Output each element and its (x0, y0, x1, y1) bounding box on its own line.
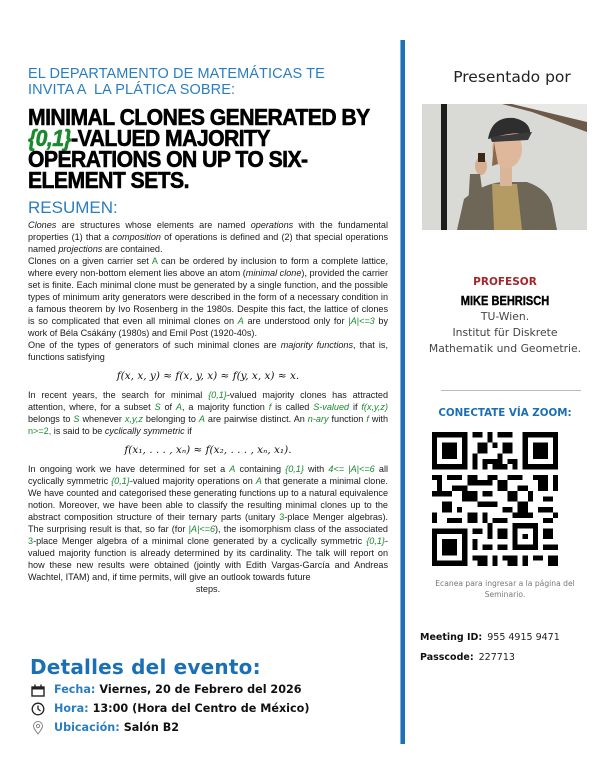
math-set: {0,1} (208, 390, 227, 400)
text: whenever (79, 414, 125, 424)
text: One of the types of generators of such minimal clones are (28, 340, 281, 350)
location-value: Salón B2 (123, 721, 180, 734)
text: In recent years, the search for minimal (28, 390, 209, 400)
text: of operations is defined and (2) that special operations named (28, 232, 389, 254)
math-A: A (237, 316, 244, 326)
abstract-paragraph-5 (28, 463, 388, 583)
math-A: A (198, 414, 205, 424)
title-set-01: {0,1} (28, 125, 72, 151)
text: that generate a minimal clone. We have counted and categorised these generating functions up to a natural equivalence notion. Moreover, we have been able to classify the resulting minimal clones up to the abstract composition structure of their ternary parts (unitary (28, 476, 388, 522)
text: by work of Béla Csákány (1980s) and Emil Post (1920-40s). (28, 316, 388, 338)
calendar-icon (30, 683, 46, 697)
details-heading: Detalles del evento: (30, 655, 261, 679)
text: ), the isomorphism class of the associated (215, 524, 388, 534)
detail-row-date (30, 683, 309, 697)
text: ), provided the carrier set is finite. Each minimal clone must be generated by a single function, and the possible types of minimum arity generators were described in the form of a necessary condition in a famous theorem by Ivo Rosenberg in the 1980s. Despite this fact, the lattice of clones is so complicated that even all minimal clones on (28, 268, 389, 326)
affiliation-line-3: Mathematik und Geometrie. (428, 342, 582, 355)
math-n-condition: n>=2, (28, 426, 52, 436)
qr-caption (420, 578, 590, 600)
text: if (184, 426, 192, 436)
speaker-name: MIKE BEHRISCH (460, 293, 550, 308)
math-A: A (151, 256, 158, 266)
text: -valued majority clones has attracted attention, where, for a subset (28, 390, 388, 412)
text: are structures whose elements are named (56, 220, 251, 230)
horizontal-divider (441, 390, 581, 391)
math-S: S (73, 414, 80, 424)
text: -valued majority function is already determined by its cardinality. The talk will report on how these new results were obtained (jointly with Edith Vargas-García and Andreas Wachtel, ITAM) and, if time permits, will give an outlook towards future (28, 536, 388, 582)
meeting-id-row (420, 632, 560, 643)
passcode-row (420, 652, 515, 663)
location-pin-icon (30, 721, 46, 735)
math-xyz: x,y,z (124, 414, 143, 424)
term-minimal-clone: minimal clone (245, 268, 302, 278)
detail-row-location (30, 721, 309, 735)
term-composition: composition (112, 232, 161, 242)
text: can be ordered by inclusion to form a complete lattice, where every non-bottom element lies above an atom ( (28, 256, 388, 278)
math-3: 3 (28, 536, 34, 546)
text: , that is, functions satisfying (28, 340, 388, 362)
text: Clones on a given carrier set (28, 256, 152, 266)
text: all cyclically symmetric (28, 464, 388, 486)
speaker-role: PROFESOR (473, 276, 537, 288)
text: with (303, 464, 329, 474)
math-set: {0,1} (285, 464, 304, 474)
text: containing (235, 464, 286, 474)
math-condition: |A|<=3 (348, 316, 375, 326)
math-A: A (175, 402, 182, 412)
talk-title (28, 104, 391, 193)
math-set: {0,1} (111, 476, 130, 486)
text: with the fundamental properties (1) that a (28, 220, 388, 242)
math-fxyz: f(x,y,z) (361, 402, 388, 412)
text: -place Menger algebra of a minimal clone generated by a cyclically symmetric (33, 536, 367, 546)
term-operations: operations (250, 220, 294, 230)
detail-row-time (30, 702, 309, 716)
text: if (349, 402, 362, 412)
vertical-divider (400, 40, 405, 744)
formula-cyclic: f(x₁, . . . , xₙ) ≈ f(x₂, . . . , xₙ, x₁). (124, 444, 292, 456)
text: function (328, 414, 367, 424)
clock-icon (30, 702, 46, 716)
text: is called (271, 402, 314, 412)
text: belongs to (28, 414, 74, 424)
qr-caption-line-1: Ecanea para ingresar a la página del (435, 579, 575, 588)
invitation-text (28, 66, 388, 98)
abstract-paragraph-2 (28, 255, 388, 339)
text: are pairwise distinct. An (204, 414, 308, 424)
qr-code[interactable] (432, 432, 558, 566)
passcode-value: 227713 (478, 652, 515, 663)
qr-caption-line-2: Seminario. (484, 590, 526, 599)
text: -place Menger algebras). The surprising result is that, so far (for (28, 512, 389, 534)
meeting-id-value: 955 4915 9471 (487, 632, 560, 643)
math-A: A (229, 464, 236, 474)
abstract-paragraph-1 (28, 219, 388, 255)
math-condition: 4<= |A|<=6 (328, 464, 375, 474)
passcode-label: Passcode: (420, 652, 474, 663)
math-A: A (255, 476, 262, 486)
term-majority-functions: majority functions (280, 340, 354, 350)
time-label: Hora: (54, 702, 89, 715)
math-condition: |A|<=6 (188, 524, 216, 534)
affiliation-line-2: Institut für Diskrete (452, 326, 558, 339)
zoom-heading: CONECTATE VÍA ZOOM: (438, 407, 572, 419)
text: In ongoing work we have determined for set a (28, 464, 230, 474)
text: -valued majority operations on (129, 476, 256, 486)
date-label: Fecha: (54, 683, 96, 696)
text: belonging to (142, 414, 199, 424)
math-3: 3 (279, 512, 285, 522)
math-S: S (154, 402, 161, 412)
term-projections: projections (58, 244, 103, 254)
abstract-heading: RESUMEN: (28, 198, 118, 217)
abstract-paragraph-3 (28, 339, 388, 363)
text: is said to be (51, 426, 105, 436)
invitation-line-2: INVITA A LA PLÁTICA SOBRE: (28, 82, 236, 98)
abstract-paragraph-4 (28, 389, 388, 437)
formula-majority: f(x, x, y) ≈ f(x, y, x) ≈ f(y, x, x) ≈ x. (116, 370, 300, 382)
term-s-valued: S-valued (313, 402, 350, 412)
math-f: f (268, 402, 272, 412)
text: , a majority function (182, 402, 269, 412)
left-column (28, 66, 388, 595)
abstract-last-line: steps. (195, 584, 221, 594)
event-details (30, 656, 309, 735)
math-f: f (366, 414, 369, 424)
affiliation-line-1: TU-Wien. (480, 310, 530, 323)
time-value: 13:00 (Hora del Centro de México) (92, 702, 310, 715)
presented-by-heading: Presentado por (453, 68, 571, 86)
speaker-photo (422, 104, 587, 230)
title-part-2: -VALUED MAJORITY OPERATIONS ON UP TO SIX-ELEMENT SETS. (28, 125, 308, 193)
location-label: Ubicación: (54, 721, 120, 734)
text: are contained. (102, 244, 163, 254)
text: of (160, 402, 176, 412)
term-clones: Clones (28, 220, 57, 230)
speaker-affiliation (410, 309, 600, 357)
term-n-ary: n-ary (307, 414, 329, 424)
meeting-id-label: Meeting ID: (420, 632, 483, 643)
date-value: Viernes, 20 de Febrero del 2026 (99, 683, 302, 696)
title-part-1: MINIMAL CLONES GENERATED BY (28, 104, 370, 130)
term-cyclically-symmetric: cyclically symmetric (104, 426, 185, 436)
text: with (368, 414, 389, 424)
text: are understood only for (243, 316, 349, 326)
invitation-line-1: EL DEPARTAMENTO DE MATEMÁTICAS TE (28, 66, 325, 82)
math-set: {0,1} (366, 536, 385, 546)
abstract-body (28, 219, 388, 595)
